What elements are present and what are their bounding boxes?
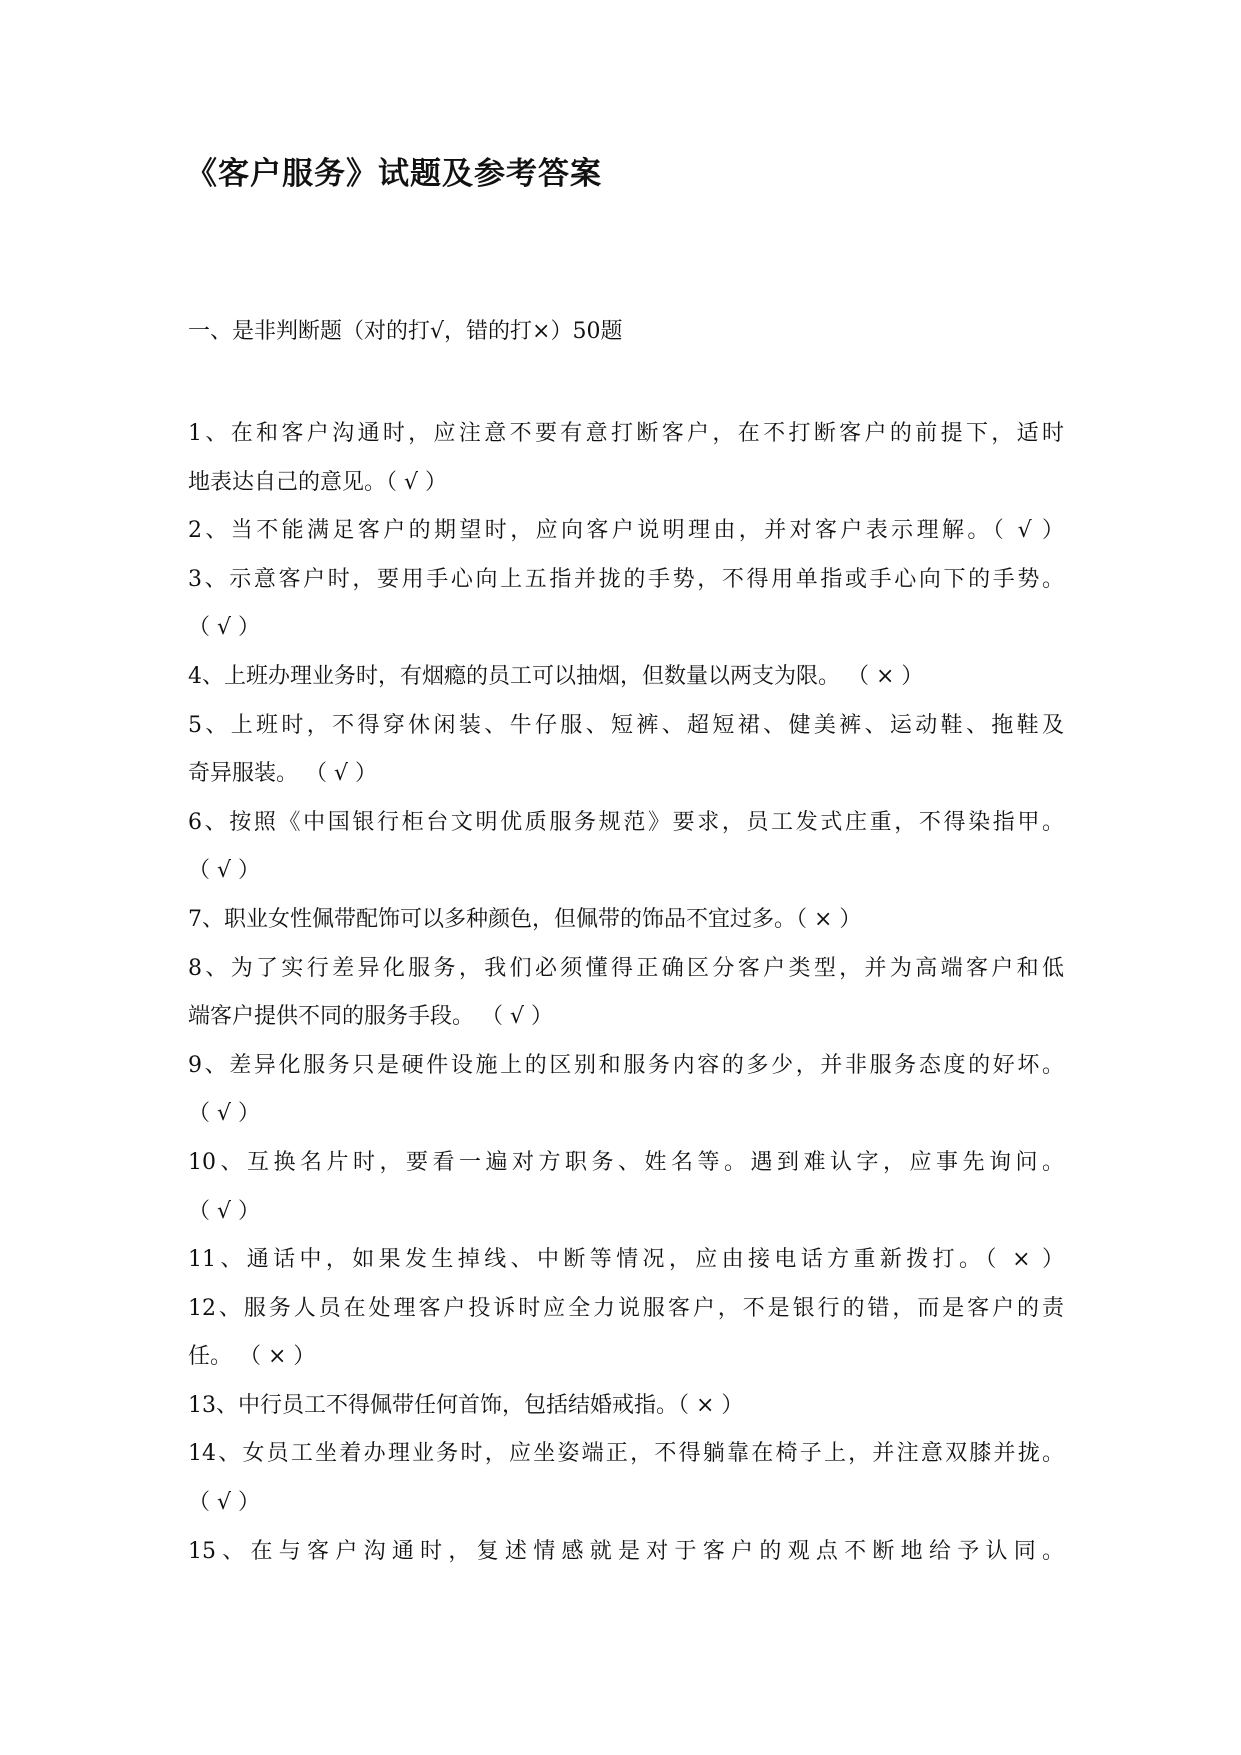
question-line: 9、差异化服务只是硬件设施上的区别和服务内容的多少，并非服务态度的好坏。 bbox=[188, 1052, 1064, 1078]
question-line: 4、上班办理业务时，有烟瘾的员工可以抽烟，但数量以两支为限。 （ × ） bbox=[188, 663, 924, 689]
question-line: 10、互换名片时，要看一遍对方职务、姓名等。遇到难认字，应事先询问。 bbox=[188, 1149, 1064, 1175]
question-line: （ √ ） bbox=[188, 615, 261, 641]
question-line: 7、职业女性佩带配饰可以多种颜色，但佩带的饰品不宜过多。（ × ） bbox=[188, 906, 862, 932]
question-line: 14、女员工坐着办理业务时，应坐姿端正，不得躺靠在椅子上，并注意双膝并拢。 bbox=[188, 1441, 1064, 1467]
question-line: （ √ ） bbox=[188, 1101, 261, 1127]
question-line: 地表达自己的意见。（ √ ） bbox=[188, 469, 448, 495]
question-line: 6、按照《中国银行柜台文明优质服务规范》要求，员工发式庄重，不得染指甲。 bbox=[188, 809, 1064, 835]
question-line: 11、通话中，如果发生掉线、中断等情况，应由接电话方重新拨打。（ × ） bbox=[188, 1247, 1064, 1273]
question-list bbox=[188, 410, 1064, 1576]
question-line: 奇异服装。 （ √ ） bbox=[188, 761, 377, 787]
question-line: （ √ ） bbox=[188, 1198, 261, 1224]
question-line: 15、在与客户沟通时，复述情感就是对于客户的观点不断地给予认同。 bbox=[188, 1538, 1064, 1564]
question-line: 5、上班时，不得穿休闲装、牛仔服、短裤、超短裙、健美裤、运动鞋、拖鞋及 bbox=[188, 712, 1064, 738]
question-line: 8、为了实行差异化服务，我们必须懂得正确区分客户类型，并为高端客户和低 bbox=[188, 955, 1064, 981]
question-line: （ √ ） bbox=[188, 1490, 261, 1516]
document-title: 《客户服务》试题及参考答案 bbox=[186, 156, 602, 192]
question-line: 2、当不能满足客户的期望时，应向客户说明理由，并对客户表示理解。（ √ ） bbox=[188, 518, 1064, 544]
question-line: 1、在和客户沟通时，应注意不要有意打断客户，在不打断客户的前提下，适时 bbox=[188, 421, 1064, 446]
question-line: 端客户提供不同的服务手段。 （ √ ） bbox=[188, 1004, 553, 1030]
question-line: 任。 （ × ） bbox=[188, 1344, 316, 1370]
section-heading: 一、是非判断题（对的打√，错的打×）50题 bbox=[188, 319, 623, 344]
question-line: 13、中行员工不得佩带任何首饰，包括结婚戒指。（ × ） bbox=[188, 1392, 744, 1418]
question-line: （ √ ） bbox=[188, 858, 261, 884]
question-line: 3、示意客户时，要用手心向上五指并拢的手势，不得用单指或手心向下的手势。 bbox=[188, 566, 1064, 592]
question-line: 12、服务人员在处理客户投诉时应全力说服客户，不是银行的错，而是客户的责 bbox=[188, 1295, 1064, 1321]
